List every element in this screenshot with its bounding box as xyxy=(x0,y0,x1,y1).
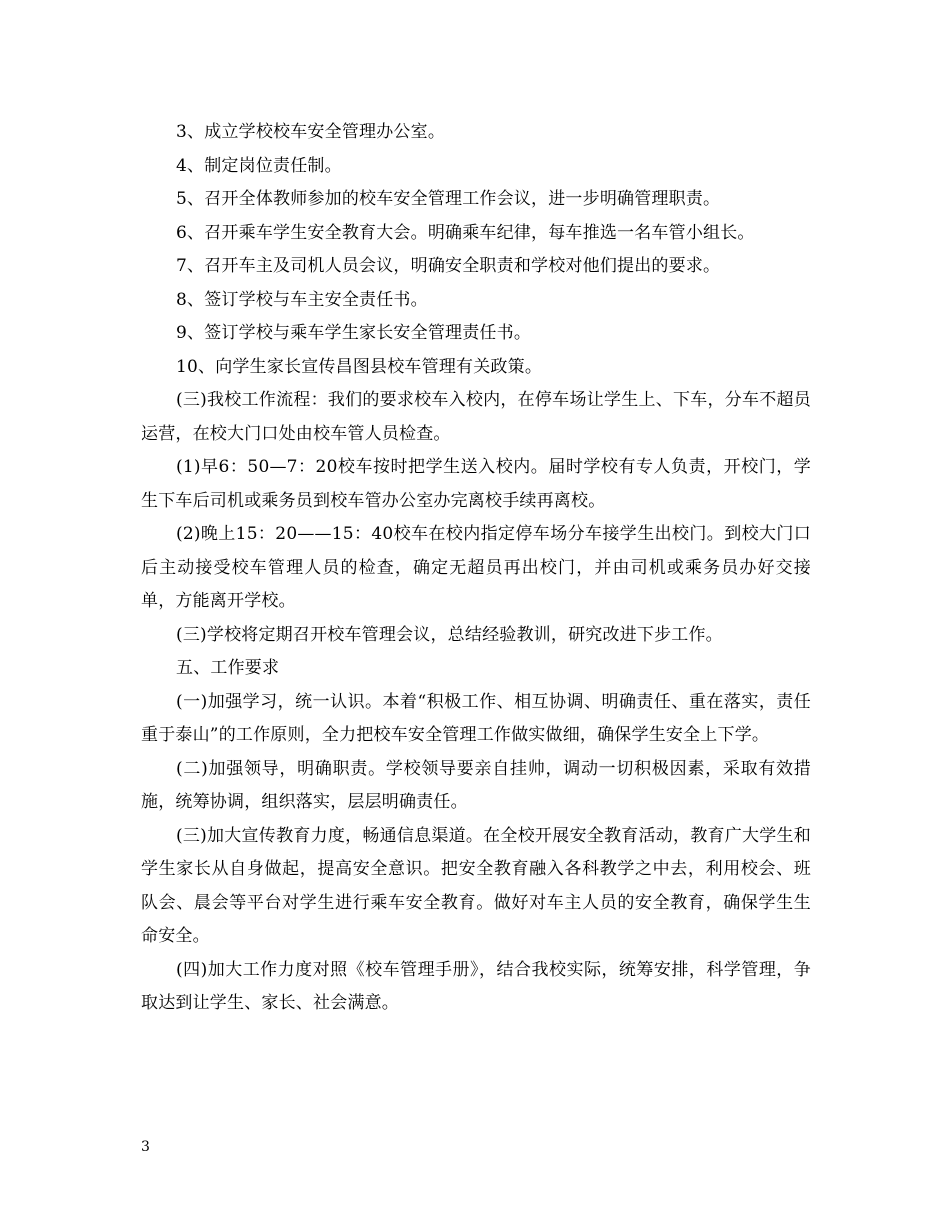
paragraph: 3、成立学校校车安全管理办公室。 xyxy=(176,122,446,142)
paragraph: (三)加大宣传教育力度，畅通信息渠道。在全校开展安全教育活动，教育广大学生和学生家长从自身做起，提高安全意识。把安全教育融入各科教学之中去，利用校会、班队会、晨会等平台对学生进行乘车安全教育。做好对车主人员的安全教育，确保学生生命安全。 xyxy=(141,825,811,946)
paragraph: (三)学校将定期召开校车管理会议，总结经验教训，研究改进下步工作。 xyxy=(176,624,723,645)
paragraph: 9、签订学校与乘车学生家长安全管理责任书。 xyxy=(176,323,532,343)
paragraph: (2)晚上15：20——15：40校车在校内指定停车场分车接学生出校门。到校大门口后主动接受校车管理人员的检查，确定无超员再出校门，并由司机或乘务员办好交接单，方能离开学校。 xyxy=(141,524,811,611)
document-body xyxy=(141,116,811,1021)
page-number: 3 xyxy=(141,1139,150,1155)
paragraph: 5、召开全体教师参加的校车安全管理工作会议，进一步明确管理职责。 xyxy=(176,189,721,209)
paragraph: 7、召开车主及司机人员会议，明确安全职责和学校对他们提出的要求。 xyxy=(176,256,721,276)
paragraph: (四)加大工作力度对照《校车管理手册》，结合我校实际，统筹安排，科学管理，争取达到让学生、家长、社会满意。 xyxy=(141,959,811,1013)
paragraph: (1)早6：50—7：20校车按时把学生送入校内。届时学校有专人负责，开校门，学生下车后司机或乘务员到校车管办公室办完离校手续再离校。 xyxy=(141,457,811,511)
paragraph: 4、制定岗位责任制。 xyxy=(176,155,342,176)
paragraph: (一)加强学习，统一认识。本着“积极工作、相互协调、明确责任、重在落实，责任重于泰山”的工作原则，全力把校车安全管理工作做实做细，确保学生安全上下学。 xyxy=(141,691,811,745)
paragraph: 10、向学生家长宣传昌图县校车管理有关政策。 xyxy=(176,356,543,377)
paragraph: 8、签订学校与车主安全责任书。 xyxy=(176,289,428,310)
paragraph: 6、召开乘车学生安全教育大会。明确乘车纪律，每车推选一名车管小组长。 xyxy=(176,222,755,243)
paragraph: (二)加强领导，明确职责。学校领导要亲自挂帅，调动一切积极因素，采取有效措施，统筹协调，组织落实，层层明确责任。 xyxy=(141,758,811,812)
section-heading: 五、工作要求 xyxy=(176,658,280,678)
paragraph: (三)我校工作流程：我们的要求校车入校内，在停车场让学生上、下车，分车不超员运营，在校大门口处由校车管人员检查。 xyxy=(141,390,811,444)
